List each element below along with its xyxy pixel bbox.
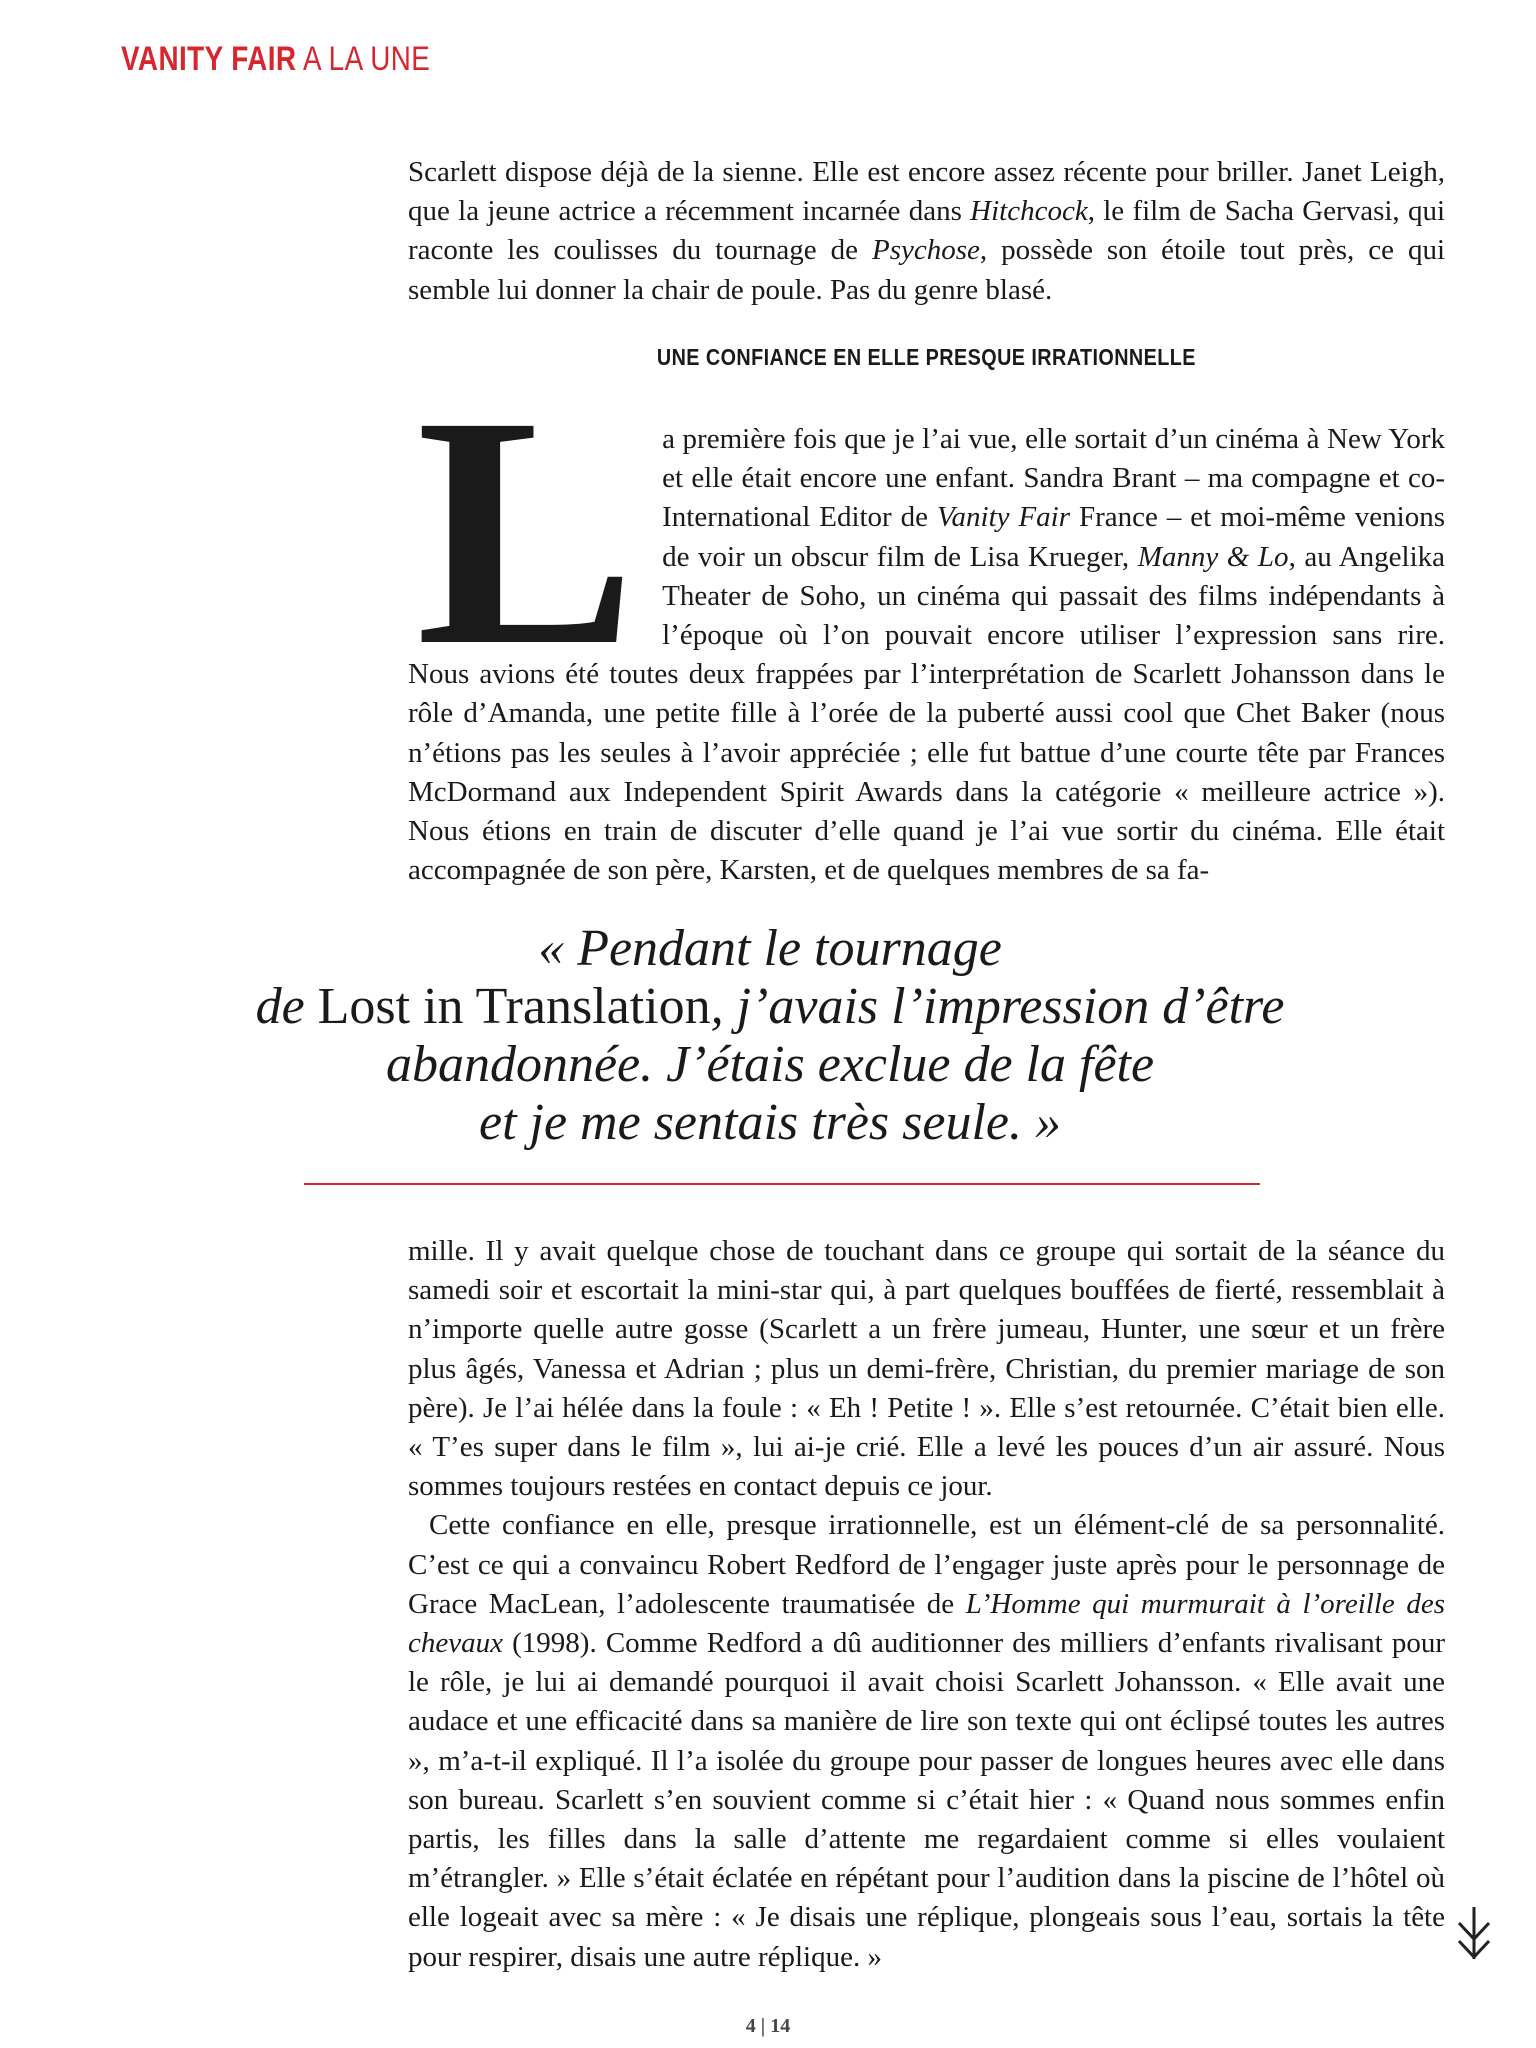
quote-text-run: de bbox=[255, 978, 318, 1035]
down-arrow-continue-icon[interactable] bbox=[1456, 1905, 1492, 1968]
pull-quote-line: abandonnée. J’étais exclue de la fête bbox=[385, 1036, 1155, 1093]
text-run: , le film de Sacha Gervasi, qui raconte les coulisses du tournage de bbox=[408, 195, 1445, 267]
pull-quote-line: et je me sentais très seule. » bbox=[479, 1094, 1061, 1151]
text-run: Cette confiance en elle, presque irrationnelle, est un élément-clé de sa personnalité. C’est ce qui a convaincu Robert Redford de l’engager juste après pour le personnage de Grace MacLean, l’adolescente traumatisée de bbox=[408, 1509, 1445, 1620]
page-separator: | bbox=[760, 2015, 766, 2037]
brand-name: VANITY FAIR bbox=[121, 40, 297, 78]
subheading-text: UNE CONFIANCE EN ELLE PRESQUE IRRATIONNELLE bbox=[656, 344, 1197, 370]
film-title: L’Homme qui murmurait à l’oreille des chevaux bbox=[408, 1587, 1445, 1660]
magazine-title: Vanity Fair bbox=[937, 501, 1071, 534]
text-run: France – et moi-même venions de voir un obscur film de Lisa Krueger, bbox=[662, 501, 1446, 573]
pull-quote-line: « Pendant le tournage bbox=[538, 920, 1002, 977]
text-run: , au Angelika Theater de Soho, un cinéma qui passait des films indépendants à l’époque où l’on pouvait encore utiliser l’expression sans rire. Nous avions été toutes deux frappées par l’interprétation de Scarlett Johansson dans le rôle d’Amanda, une petite fille à l’orée de la puberté aussi cool que Chet Baker (nous n’étions pas les seules à l’avoir appréciée ; elle fut battue d’une courte tête par Frances McDormand aux Independent Spirit Awards dans la catégorie « meilleure actrice »). Nous étions en train de discuter d’elle quand je l’ai vue sortir du cinéma. Elle était accompagnée de son père, Karsten, et de quelques membres de sa fa- bbox=[408, 540, 1446, 887]
film-title: Manny & Lo bbox=[1137, 540, 1289, 573]
page-total: 14 bbox=[770, 2015, 791, 2037]
intro-paragraph bbox=[408, 153, 1445, 310]
continue-arrow-icon bbox=[1456, 1905, 1492, 1963]
pull-quote bbox=[170, 920, 1370, 1152]
text-run: (1998). Comme Redford a dû auditionner des milliers d’enfants rivalisant pour le rôle, je lui ai demandé pourquoi il avait choisi Scarlett Johansson. « Elle avait une audace et une efficacité dans sa manière de lire son texte qui ont éclipsé toutes les autres », m’a-t-il expliqué. Il l’a isolée du groupe pour passer de longues heures avec elle dans son bureau. Scarlett s’en souvient comme si c’était hier : « Quand nous sommes enfin partis, les filles dans la salle d’attente me regardaient comme si elles voulaient m’étrangler. » Elle s’était éclatée en répétant pour l’audition dans la piscine de l’hôtel où elle logeait avec sa mère : « Je disais une réplique, plongeais sous l’eau, sortais la tête pour respirer, disais une autre réplique. » bbox=[408, 1627, 1445, 1973]
film-title: Hitchcock bbox=[970, 195, 1088, 228]
pull-quote-divider bbox=[304, 1183, 1260, 1185]
film-title: Psychose bbox=[871, 234, 980, 267]
magazine-header bbox=[121, 40, 430, 79]
text-run: , possède son étoile tout près, ce qui semble lui donner la chair de poule. Pas du genre blasé. bbox=[408, 234, 1445, 306]
section-name: A LA UNE bbox=[303, 40, 431, 78]
page-number bbox=[0, 2015, 1536, 2038]
quote-text-run: , j’avais l’impression d’être bbox=[710, 978, 1285, 1035]
section2-body bbox=[408, 1232, 1445, 1977]
pull-quote-line bbox=[170, 978, 1370, 1036]
section2-paragraph bbox=[408, 1506, 1445, 1976]
text-run: a première fois que je l’ai vue, elle sortait d’un cinéma à New York et elle était encore une enfant. Sandra Brant – ma compagne et co-International Editor de bbox=[662, 423, 1445, 534]
intro-paragraph-block bbox=[408, 153, 1445, 310]
page-current: 4 bbox=[745, 2015, 756, 2037]
drop-cap: L bbox=[416, 349, 637, 714]
section2-paragraph: mille. Il y avait quelque chose de touchant dans ce groupe qui sortait de la séance du samedi soir et escortait la mini-star qui, à part quelques bouffées de fierté, ressemblait à n’importe quelle autre gosse (Scarlett a un frère jumeau, Hunter, une sœur et un frère plus âgés, Vanessa et Adrian ; plus un demi-frère, Christian, du premier mariage de son père). Je l’ai hélée dans la foule : « Eh ! Petite ! ». Elle s’est retournée. C’était bien elle. « T’es super dans le film », lui ai-je crié. Elle a levé les pouces d’un air assuré. Nous sommes toujours restées en contact depuis ce jour. bbox=[408, 1235, 1445, 1503]
quote-film-title: Lost in Translation bbox=[317, 978, 711, 1035]
text-run: Scarlett dispose déjà de la sienne. Elle est encore assez récente pour briller. Janet Leigh, que la jeune actrice a récemment incarnée dans bbox=[408, 156, 1445, 228]
